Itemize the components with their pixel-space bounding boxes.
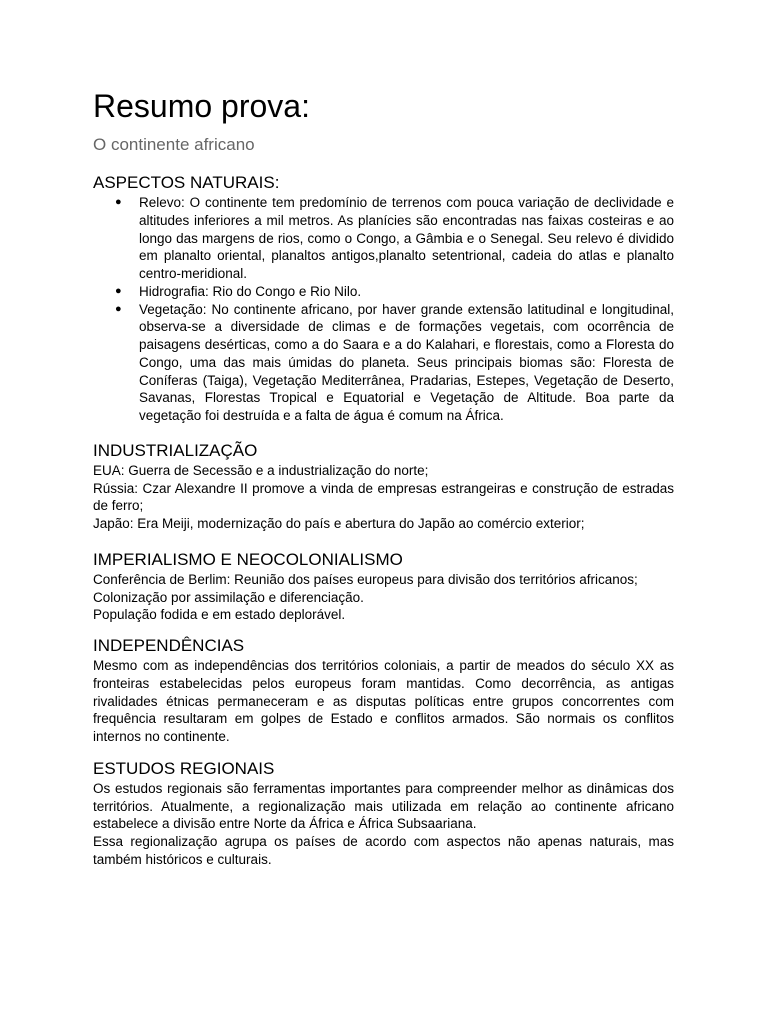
list-item-text: Hidrografia: Rio do Congo e Rio Nilo. xyxy=(139,283,362,299)
paragraph-estudos-regionais: Os estudos regionais são ferramentas importantes para compreender melhor as dinâmicas dos territórios. Atualmente, a regionalização mais utilizada em relação ao continente africano estabelece a divisão entre Norte da África e África Subsaariana. xyxy=(93,780,674,832)
document-title: Resumo prova: xyxy=(93,88,310,124)
section-heading-independencias: INDEPENDÊNCIAS xyxy=(93,636,245,655)
list-item-relevo xyxy=(93,194,674,283)
paragraph-russia: Rússia: Czar Alexandre II promove a vinda de empresas estrangeiras e construção de estradas de ferro; xyxy=(93,480,674,514)
paragraph-eua: EUA: Guerra de Secessão e a industrialização do norte; xyxy=(93,462,429,478)
section-heading-aspectos-naturais: ASPECTOS NATURAIS: xyxy=(93,173,280,192)
list-item-hidrografia xyxy=(93,283,674,301)
section-heading-imperialismo: IMPERIALISMO E NEOCOLONIALISMO xyxy=(93,549,403,569)
paragraph-regionalizacao: Essa regionalização agrupa os países de acordo com aspectos não apenas naturais, mas também históricos e culturais. xyxy=(93,834,674,867)
document-subtitle: O continente africano xyxy=(93,135,255,154)
section-heading-industrializacao: INDUSTRIALIZAÇÃO xyxy=(93,440,258,460)
bullet-icon: ● xyxy=(115,284,122,297)
bullet-icon: ● xyxy=(115,302,122,315)
bullet-icon: ● xyxy=(115,196,122,208)
paragraph-colonizacao: Colonização por assimilação e diferenciação. xyxy=(93,589,364,605)
paragraph-populacao: População fodida e em estado deplorável. xyxy=(93,607,346,623)
paragraph-independencias: Mesmo com as independências dos territórios coloniais, a partir de meados do século XX as fronteiras estabelecidas pelos europeus foram mantidas. Como decorrência, as antigas rivalidades étnicas permaneceram e as disputas políticas entre grupos concorrentes com frequência resultaram em golpes de Estado e conflitos armados. São normais os conflitos internos no continente. xyxy=(93,658,674,744)
aspectos-naturais-list xyxy=(93,194,674,425)
list-item-text: Relevo: O continente tem predomínio de terrenos com pouca variação de declividade e altitudes inferiores a mil metros. As planícies são encontradas nas faixas costeiras e ao longo das margens de rios, como o Congo, a Gâmbia e o Senegal. Seu relevo é dividido em planalto oriental, planaltos antigos,planalto setentrional, cadeia do atlas e planalto centro-meridional. xyxy=(139,195,674,281)
list-item-text: Vegetação: No continente africano, por haver grande extensão latitudinal e longitudinal, observa-se a diversidade de climas e de formações vegetais, com ocorrência de paisagens desérticas, como a do Saara e a do Kalahari, e florestais, como a Floresta do Congo, uma das mais úmidas do planeta. Seus principais biomas são: Floresta de Coníferas (Taiga), Vegetação Mediterrânea, Pradarias, Estepes, Vegetação de Deserto, Savanas, Florestas Tropical e Equatorial e Vegetação de Altitude. Boa parte da vegetação foi destruída e a falta de água é comum na África. xyxy=(139,301,674,423)
paragraph-conferencia-berlim: Conferência de Berlim: Reunião dos países europeus para divisão dos territórios africanos; xyxy=(93,571,638,587)
paragraph-japao: Japão: Era Meiji, modernização do país e abertura do Japão ao comércio exterior; xyxy=(93,516,585,531)
list-item-vegetacao xyxy=(93,301,674,425)
section-heading-estudos-regionais: ESTUDOS REGIONAIS xyxy=(93,758,275,778)
